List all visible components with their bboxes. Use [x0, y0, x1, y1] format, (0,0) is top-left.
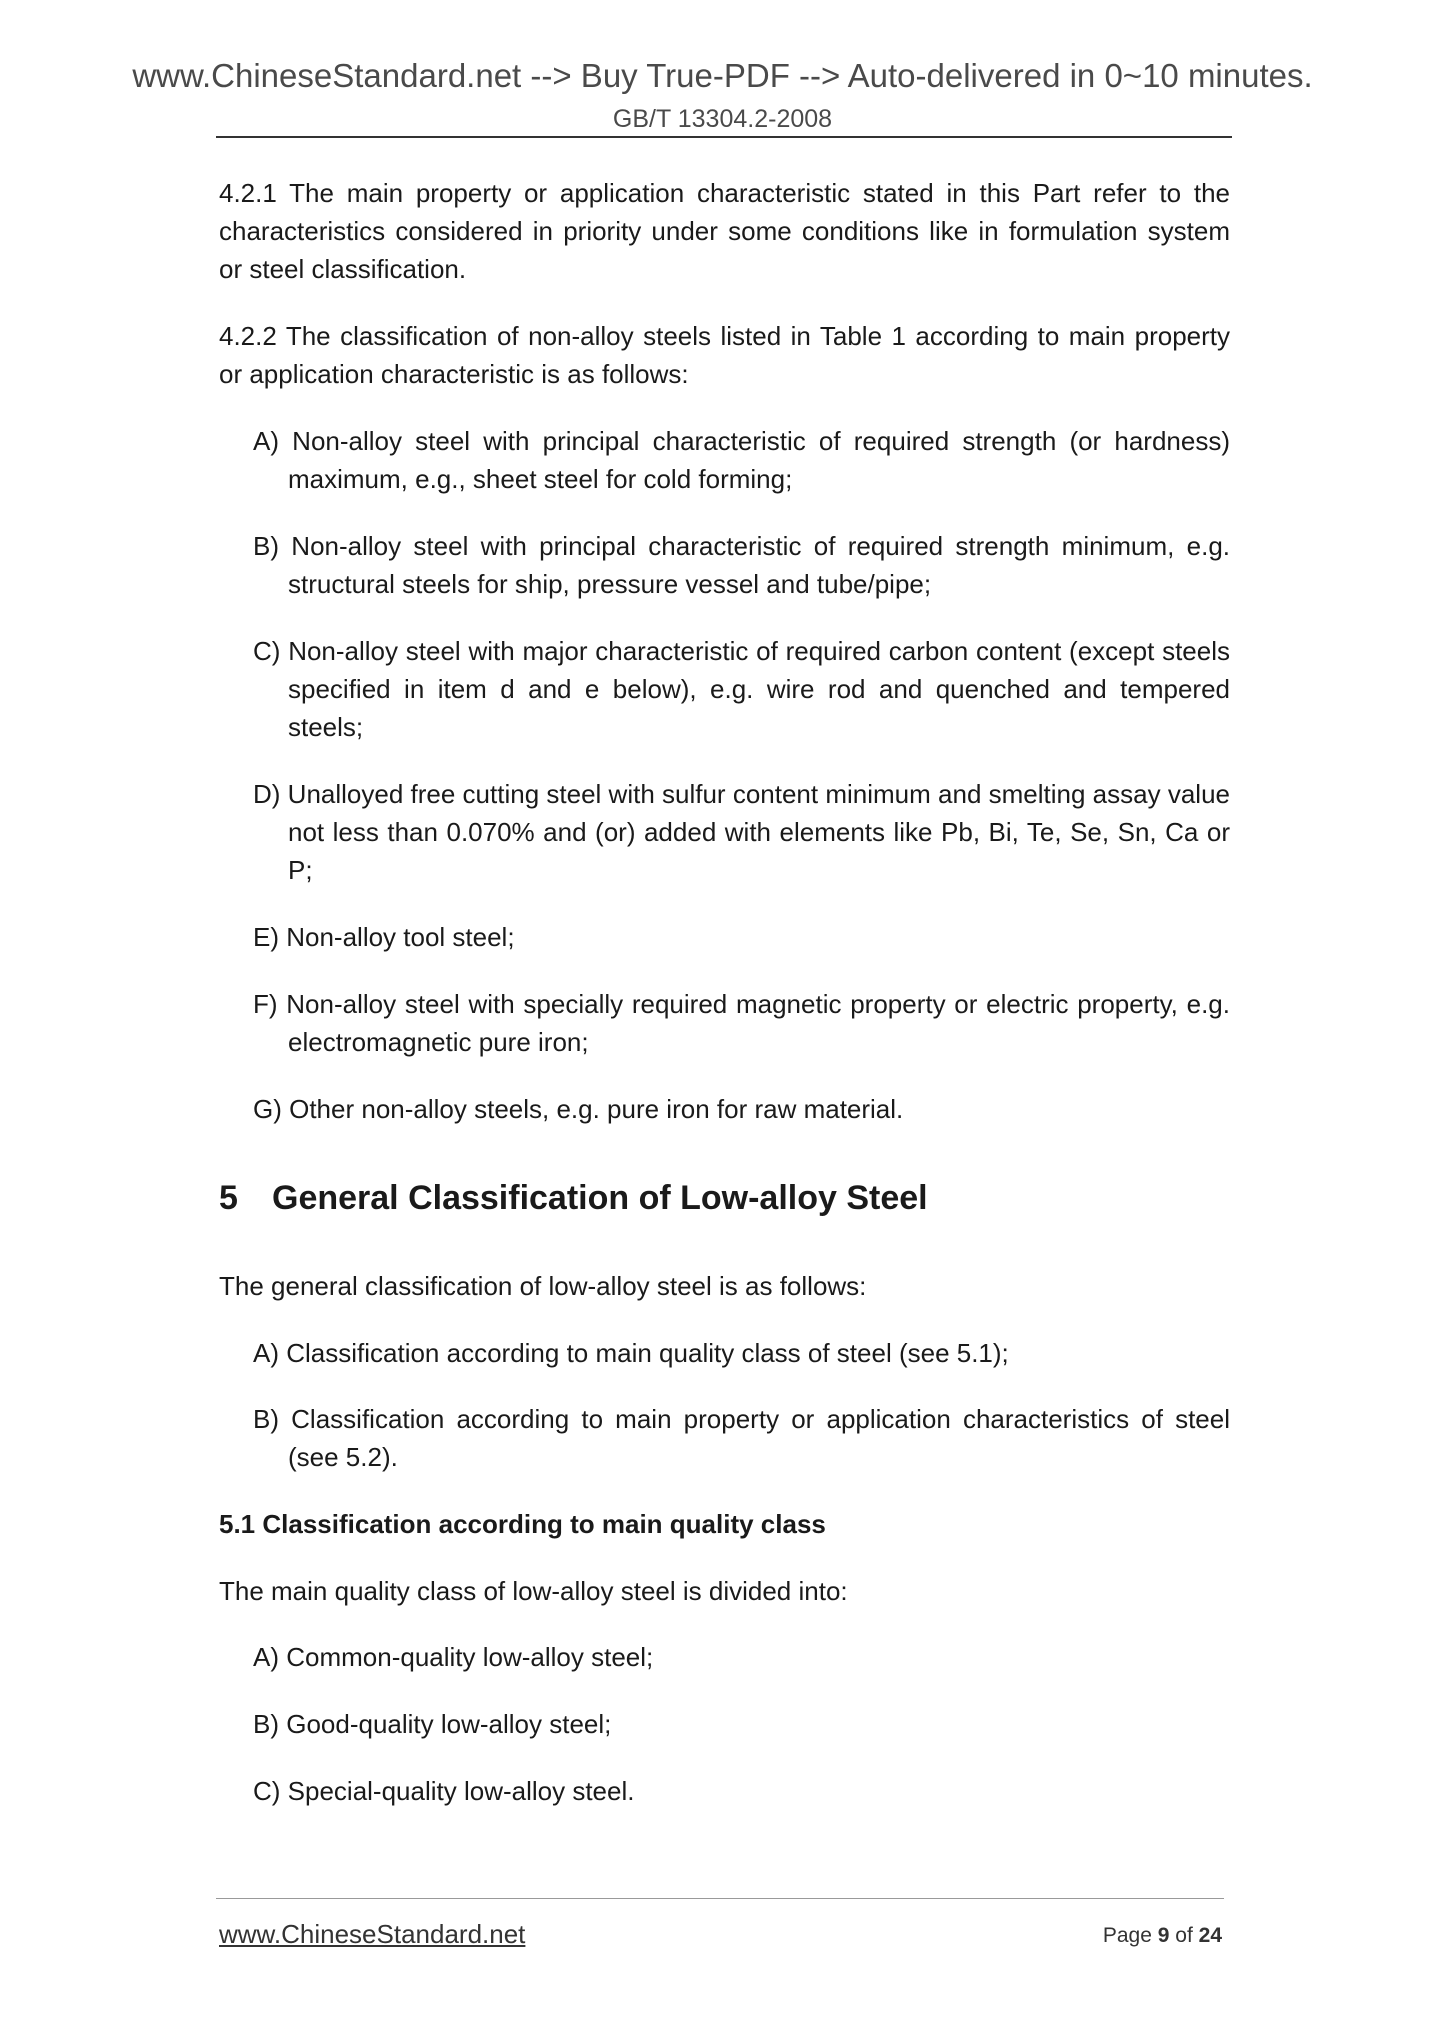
list-item: B) Classification according to main property or application characteristics of steel (see 5.2). [253, 1404, 1230, 1472]
paragraph-4-2-1: 4.2.1 The main property or application characteristic stated in this Part refer to the characteristics considered in priority under some conditions like in formulation system or steel classification. [219, 178, 1230, 284]
footer-divider [216, 1898, 1224, 1899]
list-item: F) Non-alloy steel with specially required magnetic property or electric property, e.g. electromagnetic pure iron; [253, 989, 1230, 1057]
header-banner: www.ChineseStandard.net --> Buy True-PDF --> Auto-delivered in 0~10 minutes. [132, 57, 1313, 94]
list-item: C) Special-quality low-alloy steel. [253, 1776, 635, 1806]
list-item: A) Common-quality low-alloy steel; [253, 1642, 654, 1672]
paragraph-4-2-2: 4.2.2 The classification of non-alloy steels listed in Table 1 according to main property or application characteristic is as follows: [219, 321, 1230, 389]
list-item: D) Unalloyed free cutting steel with sulfur content minimum and smelting assay value not less than 0.070% and (or) added with elements like Pb, Bi, Te, Se, Sn, Ca or P; [253, 779, 1230, 885]
section-title: General Classification of Low-alloy Steel [272, 1179, 928, 1217]
list-item: C) Non-alloy steel with major characteristic of required carbon content (except steels specified in item d and e below), e.g. wire rod and quenched and tempered steels; [253, 636, 1230, 742]
page-total: 24 [1198, 1924, 1222, 1947]
list-item: B) Non-alloy steel with principal characteristic of required strength minimum, e.g. structural steels for ship, pressure vessel and tube/pipe; [253, 531, 1230, 599]
list-item: A) Classification according to main quality class of steel (see 5.1); [253, 1338, 1009, 1368]
page-indicator [1000, 1922, 1222, 1950]
list-item: E) Non-alloy tool steel; [253, 922, 515, 952]
section-5-heading [219, 1176, 928, 1220]
page-number: 9 [1157, 1924, 1170, 1947]
footer-site-link[interactable]: www.ChineseStandard.net [219, 1919, 526, 1949]
standard-code: GB/T 13304.2-2008 [612, 105, 833, 133]
page-prefix: Page [1102, 1924, 1158, 1947]
page-of: of [1169, 1924, 1199, 1947]
section-5-1-heading: 5.1 Classification according to main quality class [219, 1509, 826, 1539]
header-divider [216, 136, 1232, 138]
list-item: A) Non-alloy steel with principal characteristic of required strength (or hardness) maximum, e.g., sheet steel for cold forming; [253, 426, 1230, 494]
list-item: B) Good-quality low-alloy steel; [253, 1709, 612, 1739]
section-5-intro: The general classification of low-alloy steel is as follows: [219, 1271, 867, 1301]
section-5-1-intro: The main quality class of low-alloy steel is divided into: [219, 1576, 848, 1606]
section-number: 5 [219, 1179, 238, 1217]
list-item: G) Other non-alloy steels, e.g. pure iron for raw material. [253, 1094, 904, 1124]
